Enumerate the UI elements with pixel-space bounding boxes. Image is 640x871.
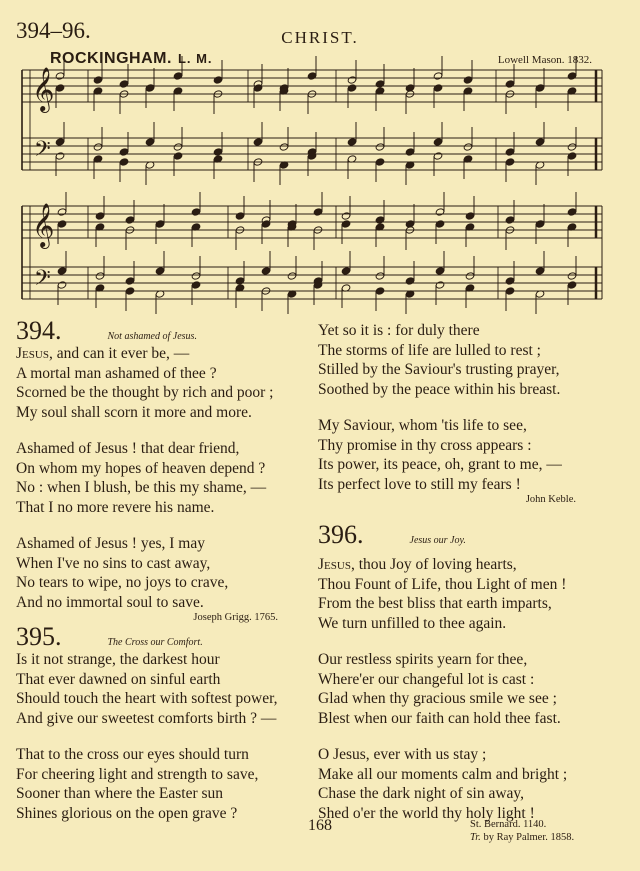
note-head — [375, 272, 385, 280]
verse-line: No tears to wipe, no joys to crave, — [16, 574, 229, 591]
treble-clef-icon: 𝄞 — [32, 205, 55, 247]
verse-line: Make all our moments calm and bright ; — [318, 765, 568, 783]
note-head — [405, 148, 415, 156]
note-head — [191, 272, 201, 280]
note-head — [213, 76, 223, 84]
note-head — [57, 267, 67, 275]
note-head — [567, 152, 577, 160]
hymn-subtitle: The Cross our Comfort. — [107, 637, 203, 648]
first-word: Jesus — [16, 345, 49, 362]
hymn-396 — [318, 522, 618, 823]
author-line: Tr. by Ray Palmer. 1858. — [470, 832, 575, 843]
note-head — [341, 212, 351, 220]
hymn-author: Joseph Grigg. 1765. — [193, 612, 278, 623]
note-head — [253, 138, 263, 146]
note-head — [375, 158, 385, 166]
note-head — [341, 267, 351, 275]
verse-line: Is it not strange, the darkest hour — [16, 651, 220, 668]
note-head — [93, 143, 103, 151]
note-head — [375, 80, 385, 88]
note-head — [145, 138, 155, 146]
note-head — [307, 72, 317, 80]
note-head — [405, 277, 415, 285]
note-head — [287, 272, 297, 280]
note-head — [93, 76, 103, 84]
first-word: Jesus — [318, 556, 351, 573]
note-head — [145, 84, 155, 92]
note-head — [535, 267, 545, 275]
note-head — [55, 152, 65, 160]
verse-line: Shed o'er the world thy holy light ! — [318, 804, 535, 822]
verse-line: Its power, its peace, oh, grant to me, — — [318, 456, 562, 473]
hymn-395-continued — [318, 321, 618, 505]
verse-line: Chase the dark night of sin away, — [318, 785, 525, 802]
note-head — [535, 220, 545, 228]
note-head — [505, 216, 515, 224]
note-head — [119, 80, 129, 88]
verse-line: Jesus, and can it ever be, — — [16, 345, 190, 362]
verse-line: For cheering light and strength to save, — [16, 765, 259, 783]
note-head — [535, 138, 545, 146]
page-number: 168 — [308, 817, 332, 834]
note-head — [433, 138, 443, 146]
section-title: CHRIST. — [281, 28, 359, 47]
verse-line: On whom my hopes of heaven depend ? — [16, 459, 266, 477]
hymn-author: John Keble. — [525, 494, 576, 505]
verse-line: That ever dawned on sinful earth — [16, 670, 221, 688]
verse-line: The storms of life are lulled to rest ; — [318, 341, 541, 359]
verse-line: Jesus, thou Joy of loving hearts, — [318, 556, 517, 573]
note-head — [465, 272, 475, 280]
verse-line: A mortal man ashamed of thee ? — [16, 364, 217, 382]
note-head — [505, 148, 515, 156]
note-head — [465, 212, 475, 220]
note-head — [435, 220, 445, 228]
page-range: 394–96. — [16, 18, 91, 43]
verse-line: Yet so it is : for duly there — [318, 322, 480, 339]
note-head — [191, 281, 201, 289]
verse-line: We turn unfilled to thee again. — [318, 614, 507, 632]
note-head — [173, 143, 183, 151]
note-head — [55, 72, 65, 80]
note-head — [57, 208, 67, 216]
note-head — [119, 158, 129, 166]
verse-line: When I've no sins to cast away, — [16, 554, 211, 572]
note-head — [155, 220, 165, 228]
note-head — [341, 220, 351, 228]
note-head — [125, 277, 135, 285]
verse-line: No : when I blush, be this my shame, — — [16, 479, 267, 496]
verse-line: Its perfect love to still my fears ! — [318, 475, 521, 493]
note-head — [347, 76, 357, 84]
note-head — [433, 152, 443, 160]
note-head — [535, 84, 545, 92]
verse-line: Ashamed of Jesus ! that dear friend, — [16, 440, 240, 457]
note-head — [173, 152, 183, 160]
note-head — [435, 267, 445, 275]
verse-line: From the best bliss that earth imparts, — [318, 595, 552, 612]
verse-line: That I no more revere his name. — [16, 498, 215, 516]
note-head — [505, 287, 515, 295]
note-head — [125, 216, 135, 224]
note-head — [463, 76, 473, 84]
note-head — [375, 287, 385, 295]
tune-meter: L. M. — [177, 51, 213, 66]
hymn-number: 394. — [16, 316, 62, 345]
note-head — [213, 148, 223, 156]
tune-composer: Lowell Mason. 1832. — [497, 54, 592, 66]
note-head — [375, 143, 385, 151]
note-head — [261, 267, 271, 275]
note-head — [173, 72, 183, 80]
note-head — [235, 277, 245, 285]
verse-line: Scorned be the thought by rich and poor ; — [16, 384, 274, 401]
verse-line: Should touch the heart with softest power, — [16, 690, 278, 707]
verse-line: And no immortal soul to save. — [16, 593, 204, 611]
hymn-394 — [16, 318, 316, 623]
note-head — [567, 281, 577, 289]
note-head — [347, 84, 357, 92]
verse-line: Ashamed of Jesus ! yes, I may — [16, 535, 205, 552]
note-head — [57, 220, 67, 228]
verse-line: Where'er our changeful lot is cast : — [318, 670, 535, 688]
verse-line: Blest when our faith can hold thee fast. — [318, 709, 561, 727]
note-head — [95, 212, 105, 220]
note-head — [347, 138, 357, 146]
hymn-number: 395. — [16, 622, 62, 651]
verse-line: Our restless spirits yearn for thee, — [318, 651, 528, 668]
music-score — [0, 0, 640, 320]
note-head — [463, 143, 473, 151]
note-head — [567, 72, 577, 80]
note-head — [505, 80, 515, 88]
note-head — [435, 208, 445, 216]
note-head — [235, 212, 245, 220]
note-head — [191, 208, 201, 216]
tune-title: ROCKINGHAM. — [50, 50, 172, 67]
note-head — [125, 287, 135, 295]
verse-line: O Jesus, ever with us stay ; — [318, 746, 487, 763]
note-head — [567, 143, 577, 151]
note-head — [155, 267, 165, 275]
verse-line: And give our sweetest comforts birth ? — — [16, 709, 277, 727]
verse-line: Glad when thy gracious smile we see ; — [318, 690, 557, 707]
bass-clef-icon: 𝄢 — [34, 266, 51, 295]
note-head — [313, 208, 323, 216]
verse-line: Soothed by the peace within his breast. — [318, 380, 561, 398]
author-line: St. Bernard. 1140. — [470, 819, 547, 830]
note-head — [119, 148, 129, 156]
note-head — [375, 216, 385, 224]
note-head — [433, 84, 443, 92]
treble-clef-icon: 𝄞 — [32, 69, 55, 111]
note-head — [279, 143, 289, 151]
note-head — [57, 281, 67, 289]
note-head — [505, 158, 515, 166]
verse-line: Thy promise in thy cross appears : — [318, 436, 532, 454]
note-head — [95, 272, 105, 280]
verse-line: Sooner than where the Easter sun — [16, 785, 224, 802]
verse-line: My soul shall scorn it more and more. — [16, 403, 252, 421]
hymn-subtitle: Jesus our Joy. — [409, 535, 466, 546]
verse-line: Shines glorious on the open grave ? — [16, 804, 238, 822]
note-head — [567, 208, 577, 216]
bass-clef-icon: 𝄢 — [34, 137, 51, 166]
hymn-number: 396. — [318, 520, 364, 549]
verse-line: That to the cross our eyes should turn — [16, 746, 249, 763]
note-head — [433, 72, 443, 80]
note-head — [435, 281, 445, 289]
note-head — [505, 277, 515, 285]
note-head — [55, 84, 65, 92]
hymn-subtitle: Not ashamed of Jesus. — [107, 331, 197, 342]
verse-line: My Saviour, whom 'tis life to see, — [318, 417, 527, 434]
verse-line: Stilled by the Saviour's trusting prayer, — [318, 361, 560, 378]
verse-line: Thou Fount of Life, thou Light of men ! — [318, 575, 567, 593]
hymn-395 — [16, 624, 316, 823]
note-head — [567, 272, 577, 280]
note-head — [55, 138, 65, 146]
